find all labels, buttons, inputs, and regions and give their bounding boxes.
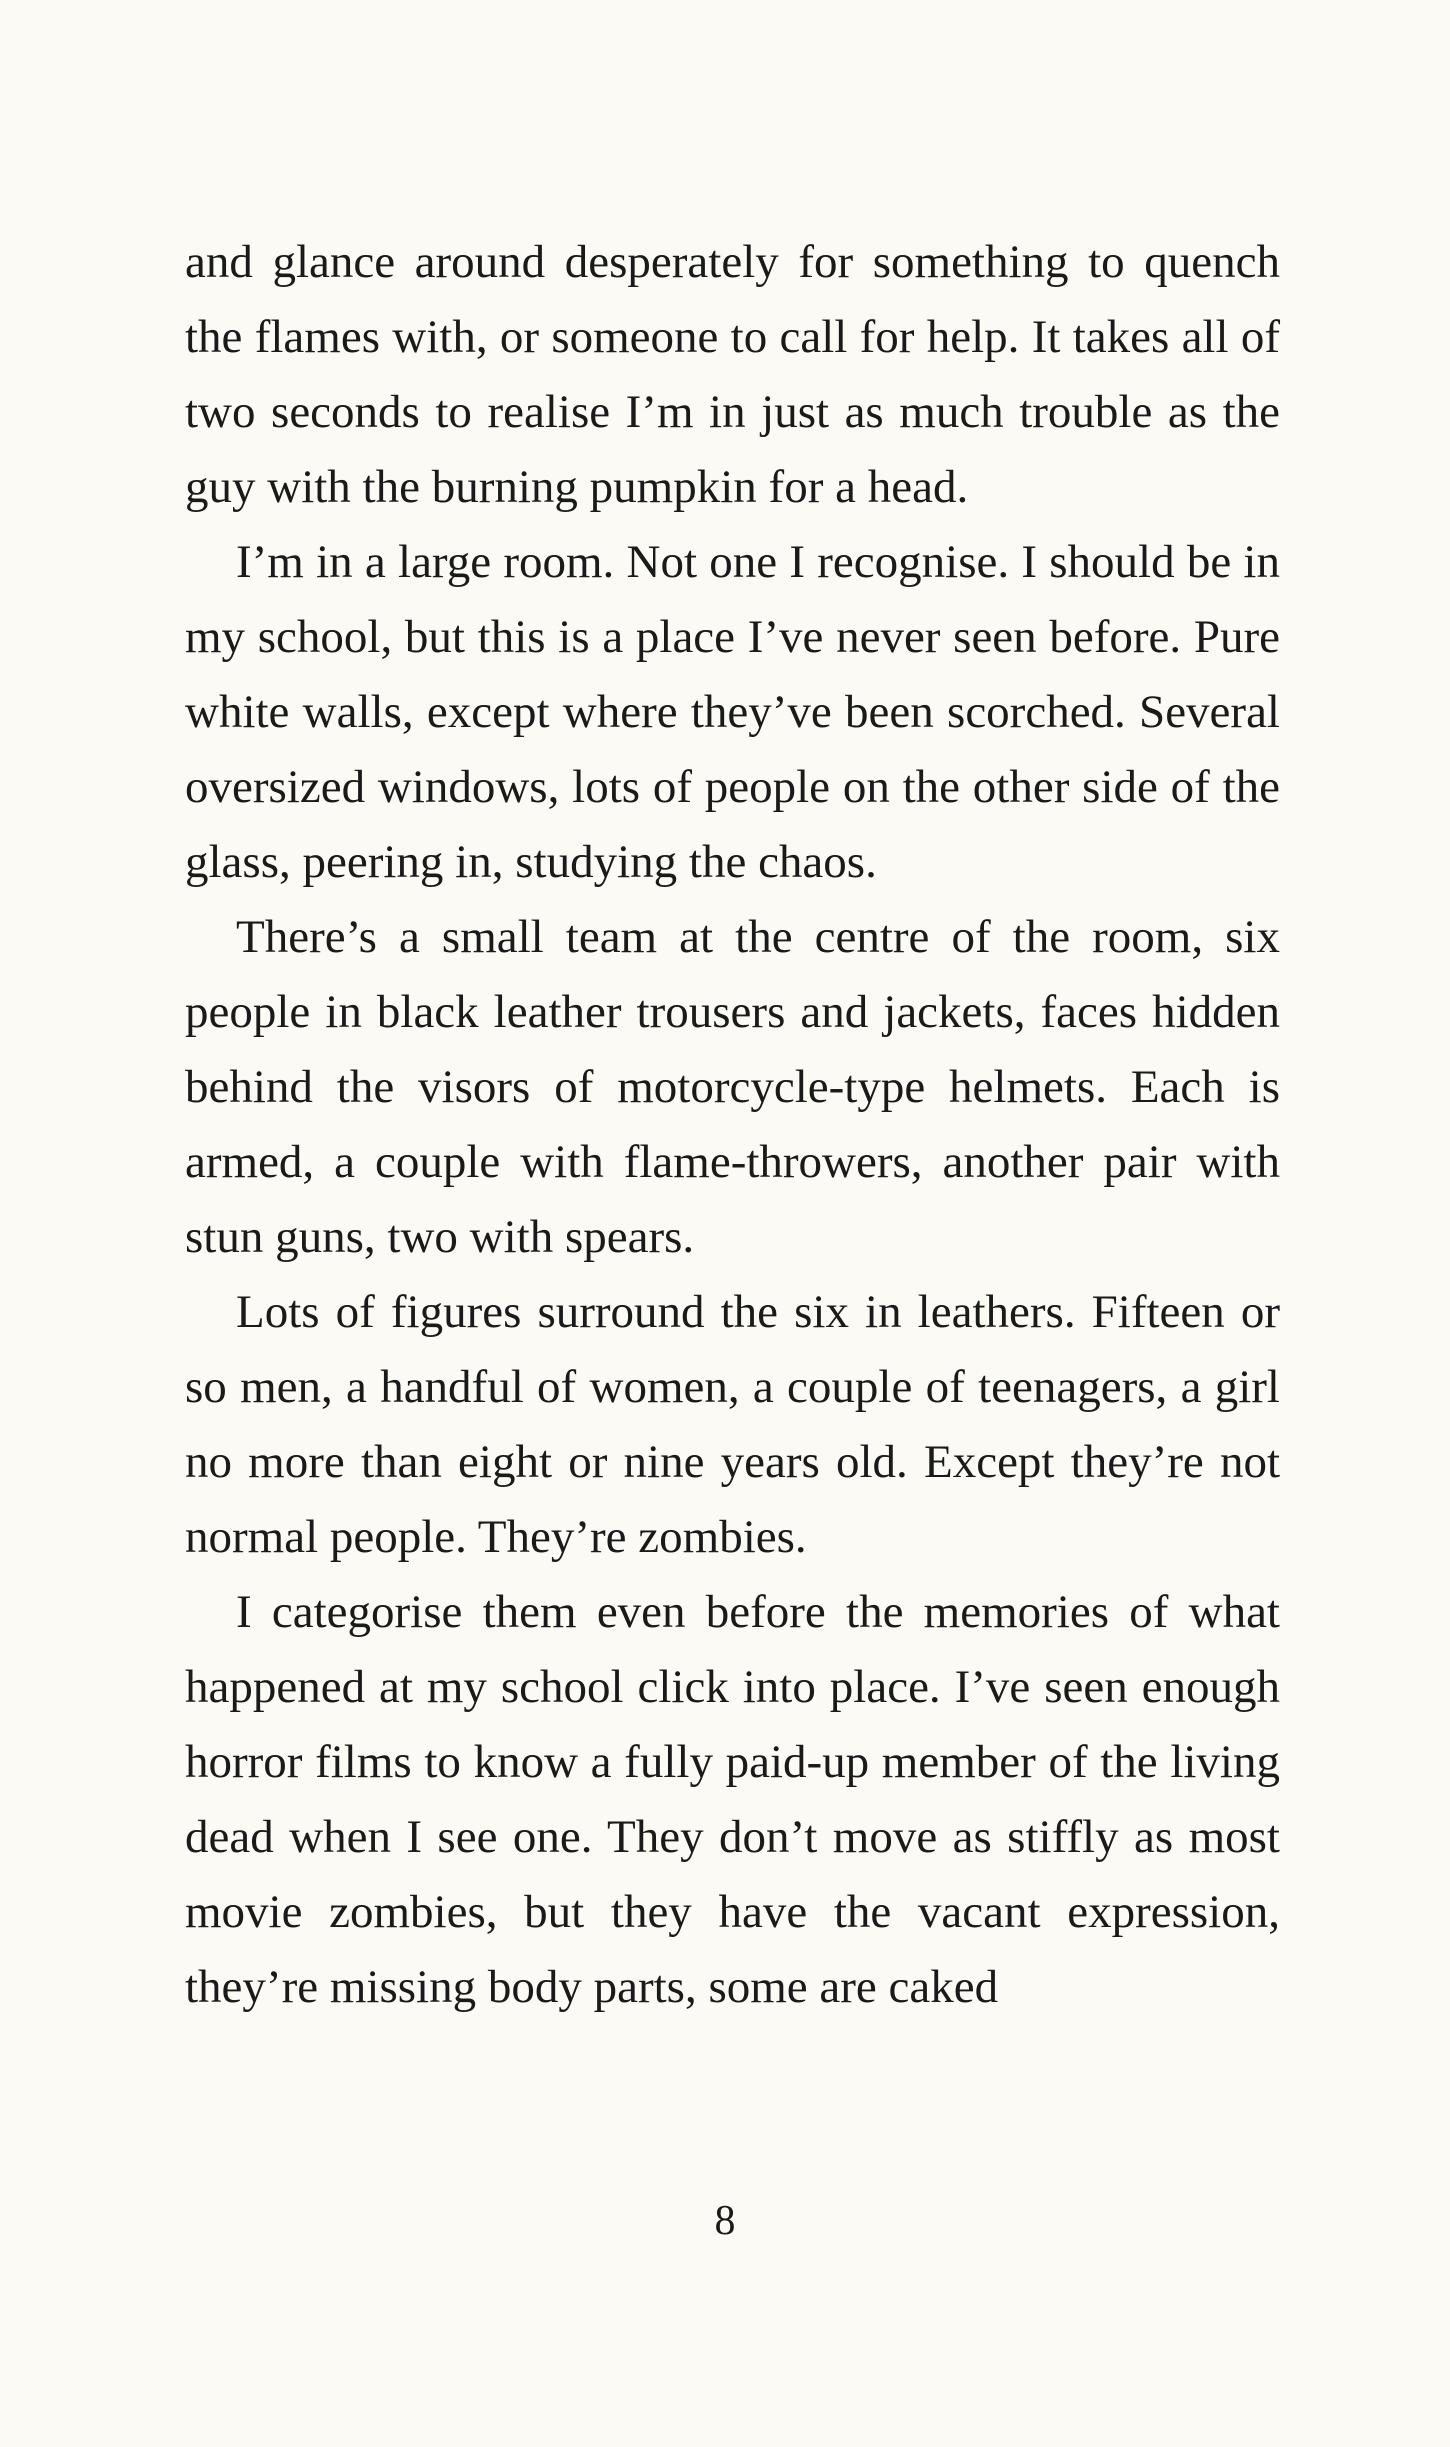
paragraph-large-room: I’m in a large room. Not one I recognise. I should be in my school, but this is a place I’ve never seen before. Pure white walls, except where they’ve been scorched. Several oversized windows, lots of people on the other side of the glass, peering in, studying the chaos. <box>185 536 1280 888</box>
body-text <box>185 225 1280 2025</box>
paragraph-figures: Lots of figures surround the six in leathers. Fifteen or so men, a handful of women, a couple of teenagers, a girl no more than eight or nine years old. Except they’re not normal people. They’re zombies. <box>185 1286 1280 1563</box>
paragraph-categorise: I categorise them even before the memories of what happened at my school click into place. I’ve seen enough horror films to know a fully paid-up member of the living dead when I see one. They don’t move as stiffly as most movie zombies, but they have the vacant expression, they’re missing body parts, some are caked <box>185 1586 1280 2013</box>
paragraph-continuation: and glance around desperately for something to quench the flames with, or someone to call for help. It takes all of two seconds to realise I’m in just as much trouble as the guy with the burning pumpkin for a head. <box>185 236 1280 513</box>
paragraph-small-team: There’s a small team at the centre of the room, six people in black leather trousers and jackets, faces hidden behind the visors of motorcycle-type helmets. Each is armed, a couple with flame-throwers, another pair with stun guns, two with spears. <box>185 911 1280 1263</box>
page-number: 8 <box>714 2198 736 2244</box>
